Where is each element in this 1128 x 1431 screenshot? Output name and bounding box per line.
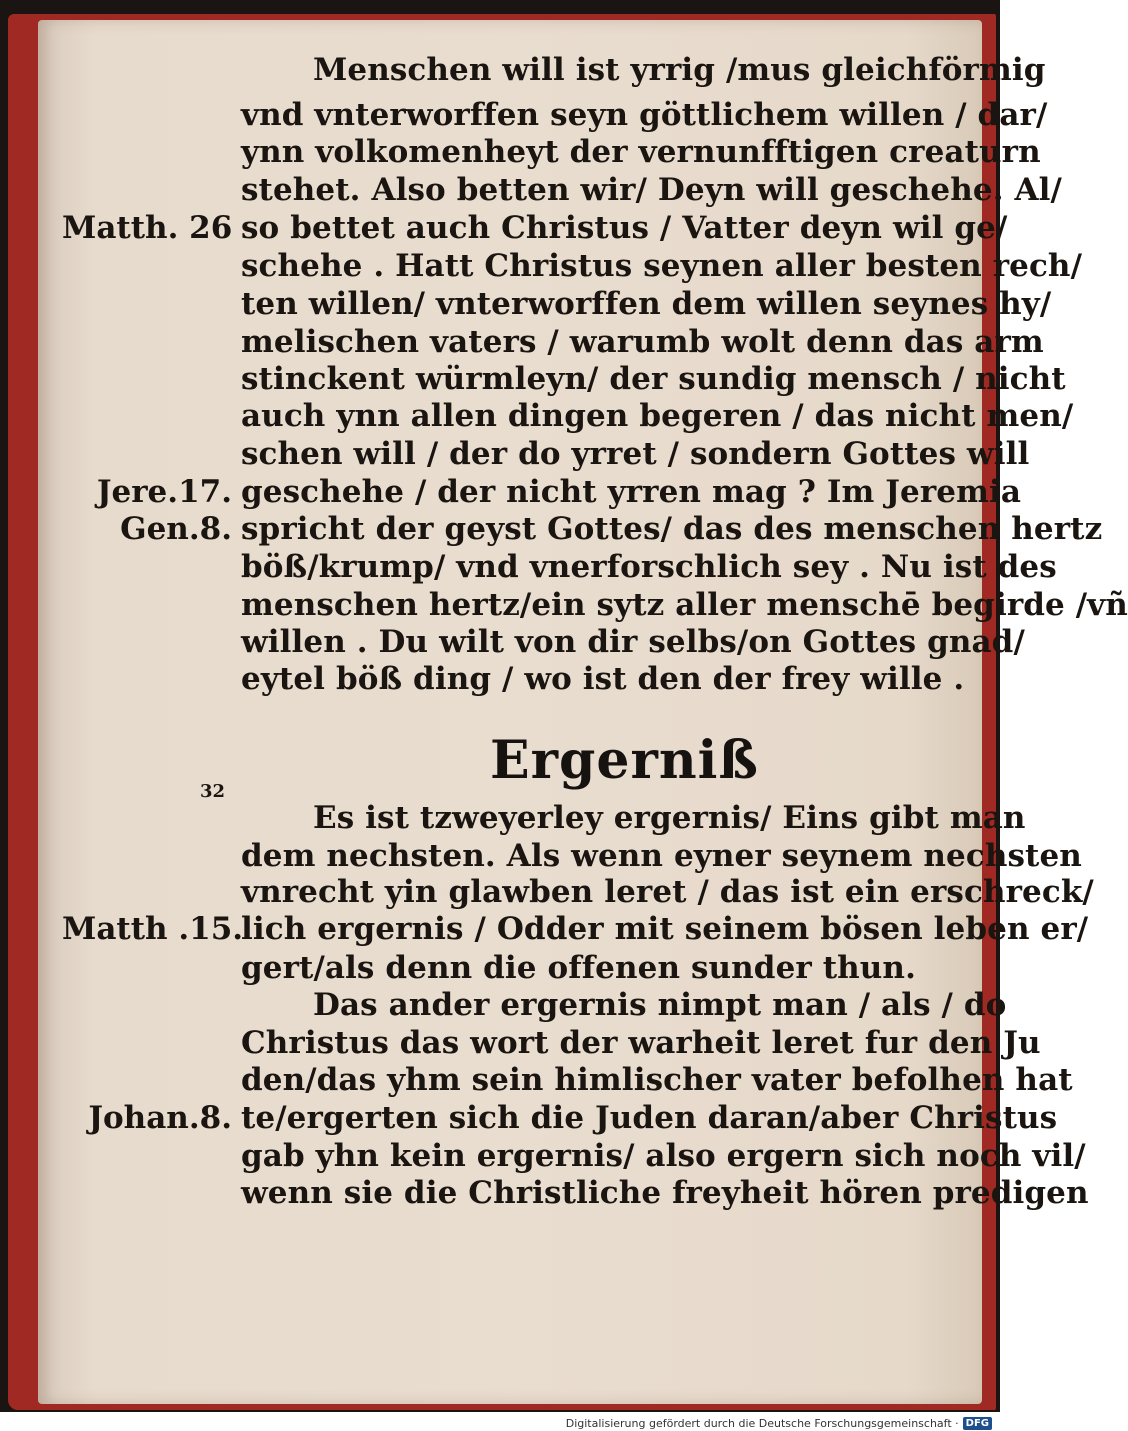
text-line: Christus das wort der warheit leret fur den Ju [241, 1025, 1041, 1061]
margin-note-gen-8: Gen.8. [120, 511, 232, 547]
text-line: auch ynn allen dingen begeren / das nicht men/ [241, 398, 1074, 434]
text-line: lich ergernis / Odder mit seinem bösen leben er/ [241, 911, 1089, 947]
text-line: vnrecht yin glawben leret / das ist ein erschreck/ [241, 874, 1094, 910]
text-line: gert/als denn die offenen sunder thun. [241, 950, 916, 986]
text-line: stinckent würmleyn/ der sundig mensch / nicht [241, 361, 1066, 397]
text-line: schehe . Hatt Christus seynen aller besten rech/ [241, 248, 1082, 284]
text-line: eytel böß ding / wo ist den der frey wille . [241, 661, 965, 697]
text-line: spricht der geyst Gottes/ das des menschen hertz [241, 511, 1103, 547]
footer-credit [566, 1417, 992, 1430]
text-line: ynn volkomenheyt der vernunfftigen creaturn [241, 134, 1041, 170]
text-line: Es ist tzweyerley ergernis/ Eins gibt man [313, 800, 1026, 836]
text-line: den/das yhm sein himlischer vater befolhen hat [241, 1062, 1073, 1098]
page-number: 32 [200, 781, 226, 802]
text-line: vnd vnterworffen seyn göttlichem willen / dar/ [241, 97, 1048, 133]
text-line: ten willen/ vnterworffen dem willen seynes hy/ [241, 286, 1052, 322]
margin-note-johan-8: Johan.8. [88, 1100, 232, 1136]
section-heading: Ergerniß [490, 730, 759, 791]
text-line: gab yhn kein ergernis/ also ergern sich noch vil/ [241, 1138, 1086, 1174]
text-line: böß/krump/ vnd vnerforschlich sey . Nu ist des [241, 549, 1057, 585]
text-line: Das ander ergernis nimpt man / als / do [313, 987, 1007, 1023]
footer-text: Digitalisierung gefördert durch die Deutsche Forschungsgemeinschaft · [565, 1417, 959, 1430]
text-line: Menschen will ist yrrig /mus gleichförmig [313, 52, 1046, 88]
text-line: so bettet auch Christus / Vatter deyn wil ge/ [241, 210, 1008, 246]
margin-note-jere-17: Jere.17. [96, 474, 232, 510]
text-line: schen will / der do yrret / sondern Gottes will [241, 436, 1030, 472]
margin-note-matth-15: Matth .15. [62, 911, 244, 947]
text-line: dem nechsten. Als wenn eyner seynem nechsten [241, 838, 1082, 874]
dfg-logo: DFG [963, 1417, 992, 1430]
text-line: melischen vaters / warumb wolt denn das arm [241, 324, 1044, 360]
text-line: willen . Du wilt von dir selbs/on Gottes gnad/ [241, 624, 1025, 660]
margin-note-matth-26: Matth. 26 [62, 210, 233, 246]
text-line: te/ergerten sich die Juden daran/aber Christus [241, 1100, 1058, 1136]
text-line: stehet. Also betten wir/ Deyn will geschehe. Al/ [241, 172, 1062, 208]
text-line: menschen hertz/ein sytz aller menschē begirde /vñ [241, 587, 1128, 623]
text-line: wenn sie die Christliche freyheit hören predigen [241, 1175, 1089, 1211]
text-line: geschehe / der nicht yrren mag ? Im Jeremia [241, 474, 1022, 510]
